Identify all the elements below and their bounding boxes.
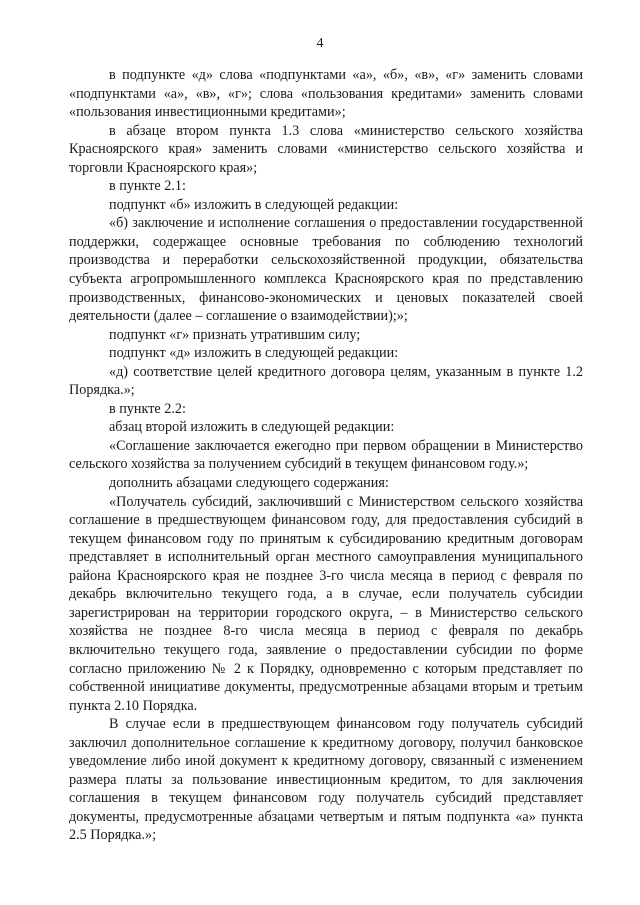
paragraph: подпункт «д» изложить в следующей редакции: [109,345,399,362]
page-number: 4 [316,36,324,51]
paragraph: дополнить абзацами следующего содержания: [109,475,389,492]
paragraph: «б) заключение и исполнение соглашения о предоставлении государственной поддержки, содержащее основные требования по соблюдению технологий производства и переработки сельскохозяйственной продукции, обязательства субъекта агропромышленного комплекса Красноярского края по представлению производственных, финансово-экономических и ценовых показателей своей деятельности (далее – соглашение о взаимодействии);»; [69,215,583,325]
paragraph: подпункт «г» признать утратившим силу; [109,326,361,343]
paragraph: подпункт «б» изложить в следующей редакции: [109,196,399,213]
paragraph: «Соглашение заключается ежегодно при первом обращении в Министерство сельского хозяйства за получением субсидий в текущем финансовом году.»; [69,437,583,473]
paragraph: абзац второй изложить в следующей редакции: [109,419,395,436]
paragraph: в пункте 2.1: [109,178,186,195]
paragraph: В случае если в предшествующем финансовом году получатель субсидий заключил дополнительное соглашение к кредитному договору, получил банковское уведомление либо иной документ к кредитному договору, связанный с изменением размера платы за пользование инвестиционным кредитом, то для заключения соглашения в текущем финансовом году получатель субсидий представляет документы, предусмотренные абзацами четвертым и пятым подпункта «а» пункта 2.5 Порядка.»; [69,716,583,844]
paragraph: «д) соответствие целей кредитного договора целям, указанным в пункте 1.2 Порядка.»; [69,363,583,399]
paragraph: «Получатель субсидий, заключивший с Министерством сельского хозяйства соглашение в предшествующем финансовом году, для предоставления субсидий в текущем финансовом году по принятым к субсидированию кредитным договорам представляет в исполнительный орган местного самоуправления муниципального района Красноярского края не позднее 3-го числа месяца в период с февраля по декабрь включительно текущего года, а в случае, если получатель субсидии зарегистрирован на территории городского округа, – в Министерство сельского хозяйства не позднее 8-го числа месяца в период с февраля по декабрь включительно текущего года, заявление о предоставлении субсидии по форме согласно приложению № 2 к Порядку, одновременно с которым представляет по собственной инициативе документы, предусмотренные абзацами вторым и третьим пункта 2.10 Порядка. [69,493,583,714]
paragraph: в абзаце втором пункта 1.3 слова «министерство сельского хозяйства Красноярского края» заменить словами «министерство сельского хозяйства и торговли Красноярского края»; [69,122,583,176]
paragraph: в пункте 2.2: [109,400,186,417]
paragraph: в подпункте «д» слова «подпунктами «а», «б», «в», «г» заменить словами «подпунктами «а», «в», «г»; слова «пользования кредитами» заменить словами «пользования инвестиционными кредитами»; [69,67,583,121]
document-body [69,66,583,845]
